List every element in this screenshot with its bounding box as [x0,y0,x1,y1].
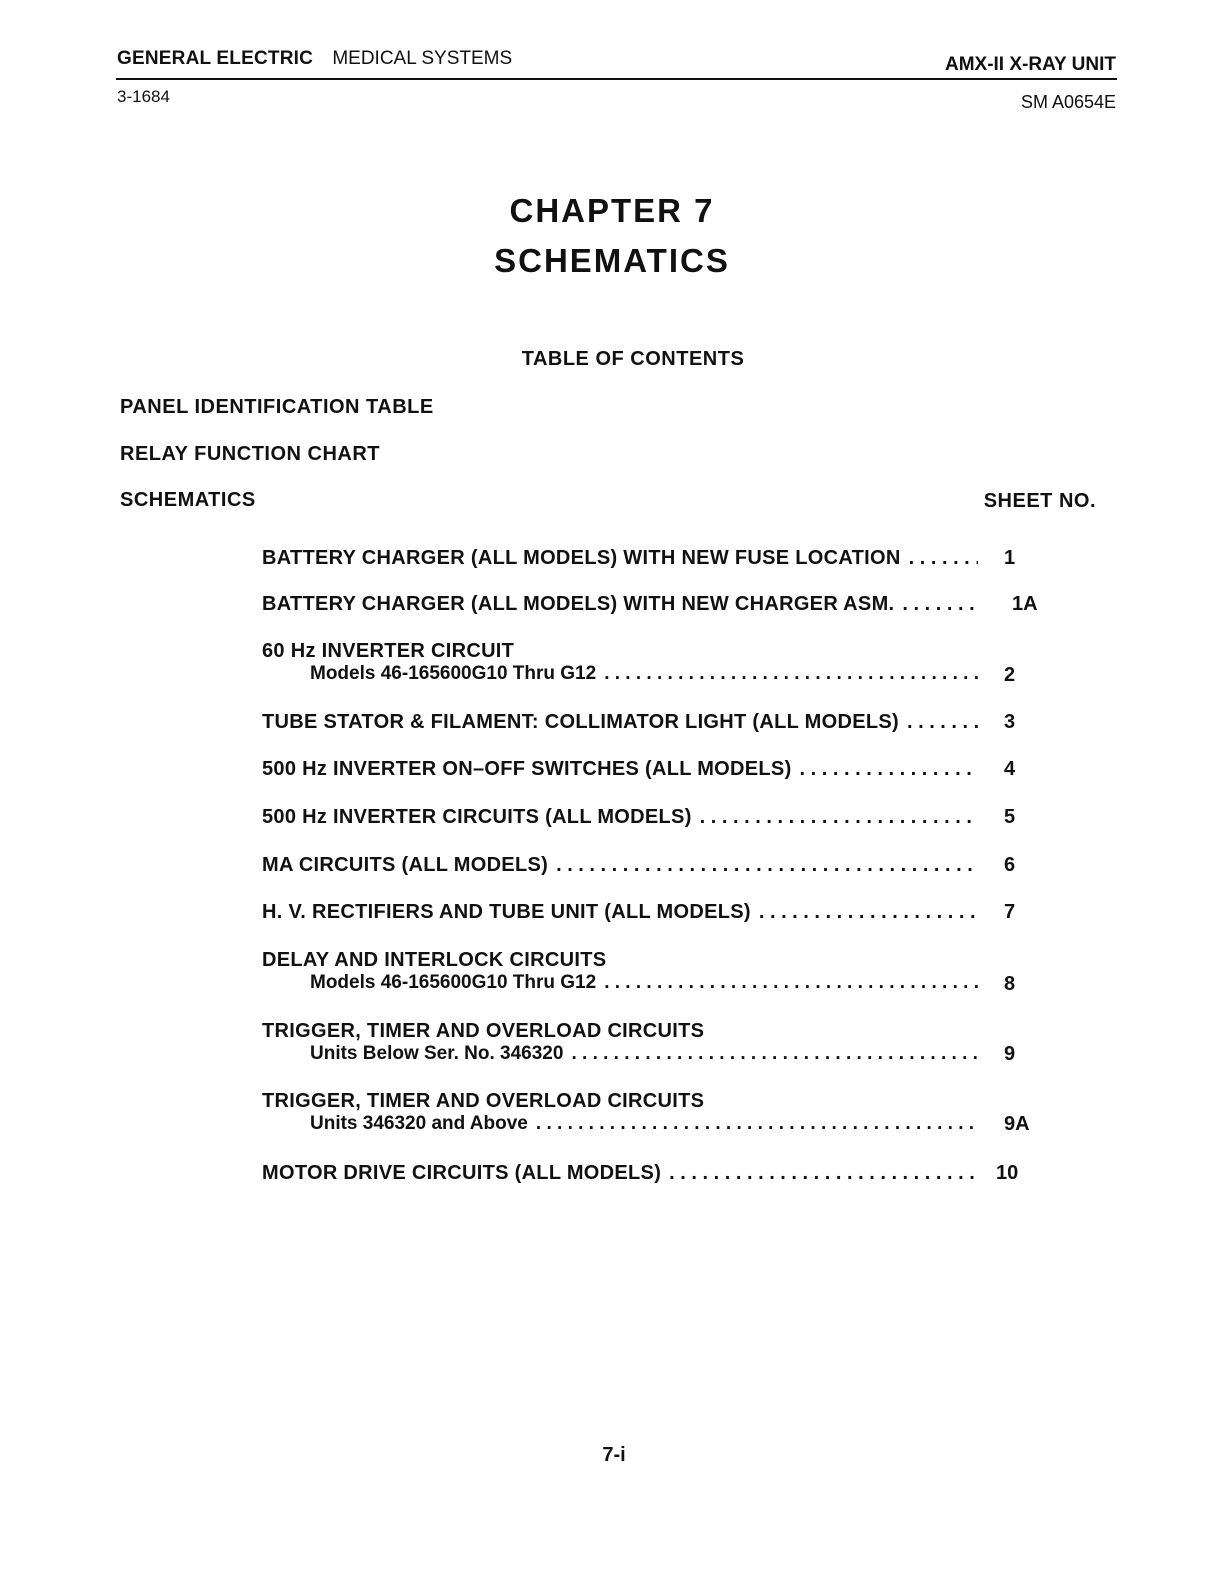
toc-entry [262,593,978,616]
leader-dots [907,711,978,734]
toc-entry-title: TUBE STATOR & FILAMENT: COLLIMATOR LIGHT (ALL MODELS) [262,711,899,733]
toc-entry-title: 60 Hz INVERTER CIRCUIT [262,640,515,662]
toc-entry [262,640,978,685]
toc-entry-subtitle: Units 346320 and Above [310,1113,528,1134]
toc-entry-title: MA CIRCUITS (ALL MODELS) [262,854,549,876]
leader-dots [800,758,978,781]
toc-entry-sheet: 3 [1004,711,1016,733]
toc-entry-sheet: 1 [1004,547,1016,569]
section-relay-function-chart: RELAY FUNCTION CHART [120,443,381,465]
toc-entry-title: 500 Hz INVERTER CIRCUITS (ALL MODELS) [262,806,692,828]
leader-dots [759,901,978,924]
company-name: GENERAL ELECTRIC [117,48,314,69]
leader-dots [571,1043,978,1065]
sheet-number-heading: SHEET NO. [983,490,1096,512]
toc-entry [262,1090,978,1135]
toc-entry [262,854,978,877]
toc-entry-sheet: 9A [1004,1113,1030,1135]
leader-dots [604,663,978,685]
page-number: 7-i [602,1444,626,1466]
toc-entry-title: 500 Hz INVERTER ON–OFF SWITCHES (ALL MODELS) [262,758,792,780]
header-left [117,48,512,70]
toc-entry [262,758,978,781]
leader-dots [556,854,978,877]
toc-entry-title: TRIGGER, TIMER AND OVERLOAD CIRCUITS [262,1090,705,1112]
leader-dots [700,806,978,829]
toc-entry-sheet: 9 [1004,1043,1016,1065]
toc-entry-sheet: 5 [1004,806,1016,828]
leader-dots [604,972,978,994]
document-number: 3-1684 [117,87,170,106]
leader-dots [536,1113,978,1135]
service-manual-number: SM A0654E [1020,92,1116,112]
toc-entry-sheet: 6 [1004,854,1016,876]
chapter-label: CHAPTER 7 [509,192,715,229]
toc-entry-sheet: 4 [1004,758,1016,780]
toc-entry-subtitle: Units Below Ser. No. 346320 [310,1043,564,1064]
toc-entry [262,1162,978,1185]
toc-entry-title: MOTOR DRIVE CIRCUITS (ALL MODELS) [262,1162,662,1184]
toc-title: TABLE OF CONTENTS [521,348,745,370]
section-schematics: SCHEMATICS [120,489,256,511]
toc-entry [262,1020,978,1065]
toc-entry-title: TRIGGER, TIMER AND OVERLOAD CIRCUITS [262,1020,705,1042]
toc-entry [262,806,978,829]
section-panel-identification: PANEL IDENTIFICATION TABLE [120,396,434,418]
toc-entry-title: H. V. RECTIFIERS AND TUBE UNIT (ALL MODELS) [262,901,751,923]
toc-entry-sheet: 7 [1004,901,1016,923]
toc-entry [262,711,978,734]
product-name: AMX-II X-RAY UNIT [944,54,1116,75]
toc-entry-title: DELAY AND INTERLOCK CIRCUITS [262,949,607,971]
leader-dots [902,593,978,616]
header-rule [116,78,1117,80]
toc-entry-sheet: 2 [1004,664,1016,686]
toc-entry [262,949,978,994]
toc-entry-subtitle: Models 46-165600G10 Thru G12 [310,663,597,684]
chapter-title: SCHEMATICS [494,242,730,279]
toc-entry-subtitle: Models 46-165600G10 Thru G12 [310,972,597,993]
leader-dots [669,1162,978,1185]
toc-entry-sheet: 1A [1012,593,1038,615]
leader-dots [909,547,978,570]
toc-entry [262,547,978,570]
toc-entry-title: BATTERY CHARGER (ALL MODELS) WITH NEW FUSE LOCATION [262,547,901,569]
toc-entry [262,901,978,924]
toc-entry-sheet: 10 [996,1162,1019,1184]
division-name: MEDICAL SYSTEMS [332,48,513,69]
toc-entry-sheet: 8 [1004,973,1016,995]
toc-entry-title: BATTERY CHARGER (ALL MODELS) WITH NEW CHARGER ASM. [262,593,895,615]
